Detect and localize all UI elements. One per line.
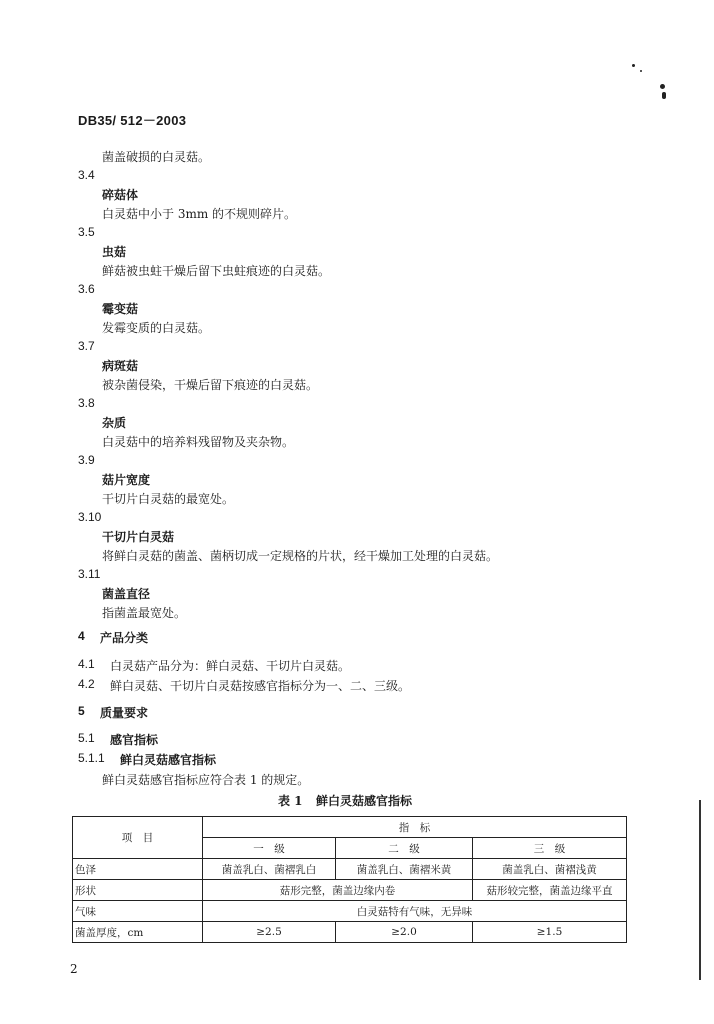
clause-number: 5.1 [78, 731, 95, 745]
def-term: 菌盖直径 [102, 587, 151, 601]
table-cell: 菌盖乳白、菌褶浅黄 [473, 859, 627, 880]
def-desc: 将鲜白灵菇的菌盖、菌柄切成一定规格的片状，经干燥加工处理的白灵菇。 [102, 549, 499, 563]
sensory-index-table [72, 816, 627, 943]
table-caption-title: 鲜白灵菇感官指标 [316, 794, 413, 808]
doc-code: DB35/ 512－2003 [78, 113, 187, 128]
table-cell: 菇形完整，菌盖边缘内卷 [203, 880, 473, 901]
def-number: 3.11 [78, 567, 101, 581]
def-number: 3.10 [78, 510, 102, 524]
clause-title: 鲜白灵菇感官指标 [120, 753, 217, 767]
section-number: 4 [78, 629, 85, 643]
def-term: 干切片白灵菇 [102, 530, 175, 544]
table-row [73, 880, 627, 901]
def-number: 3.6 [78, 282, 95, 296]
table-cell: 菌盖乳白、菌褶米黄 [336, 859, 473, 880]
def-desc: 被杂菌侵染，干燥后留下痕迹的白灵菇。 [102, 378, 319, 392]
section-number: 5 [78, 704, 85, 718]
def-term: 虫菇 [102, 245, 127, 259]
grade-header: 三 级 [473, 838, 627, 859]
table-cell: 菇形较完整，菌盖边缘平直 [473, 880, 627, 901]
def-desc: 发霉变质的白灵菇。 [102, 321, 211, 335]
table-header-row [73, 817, 627, 838]
clause-number: 4.1 [78, 657, 95, 671]
item-header: 项 目 [73, 817, 203, 859]
row-label: 菌盖厚度，cm [73, 922, 203, 943]
scan-speck [662, 92, 666, 99]
scan-speck [632, 64, 635, 67]
def-term: 碎菇体 [102, 188, 139, 202]
def-term: 霉变菇 [102, 302, 139, 316]
table-cell: ≥1.5 [473, 922, 627, 943]
index-header: 指 标 [203, 817, 627, 838]
table-row [73, 901, 627, 922]
continuation-text: 菌盖破损的白灵菇。 [102, 150, 211, 164]
def-number: 3.5 [78, 225, 95, 239]
table-cell: 菌盖乳白、菌褶乳白 [203, 859, 336, 880]
clause-note: 鲜白灵菇感官指标应符合表 1 的规定。 [102, 773, 310, 787]
section-title: 质量要求 [100, 706, 149, 720]
def-number: 3.7 [78, 339, 95, 353]
def-desc: 鲜菇被虫蛀干燥后留下虫蛀痕迹的白灵菇。 [102, 264, 331, 278]
table-cell: ≥2.5 [203, 922, 336, 943]
row-label: 气味 [73, 901, 203, 922]
table-row [73, 859, 627, 880]
def-number: 3.9 [78, 453, 95, 467]
row-label: 形状 [73, 880, 203, 901]
scan-speck [660, 84, 665, 89]
def-number: 3.8 [78, 396, 95, 410]
section-title: 产品分类 [100, 631, 149, 645]
def-desc: 指菌盖最宽处。 [102, 606, 187, 620]
clause-number: 4.2 [78, 677, 95, 691]
table-cell: ≥2.0 [336, 922, 473, 943]
table-cell: 白灵菇特有气味，无异味 [203, 901, 627, 922]
table-row [73, 922, 627, 943]
def-desc: 白灵菇中小于 3mm 的不规则碎片。 [102, 207, 297, 221]
def-desc: 白灵菇中的培养料残留物及夹杂物。 [102, 435, 295, 449]
clause-text: 鲜白灵菇、干切片白灵菇按感官指标分为一、二、三级。 [110, 679, 411, 693]
scan-speck [640, 70, 642, 72]
def-term: 杂质 [102, 416, 127, 430]
def-term: 病斑菇 [102, 359, 139, 373]
clause-text: 白灵菇产品分为：鲜白灵菇、干切片白灵菇。 [110, 659, 351, 673]
grade-header: 二 级 [336, 838, 473, 859]
page-number: 2 [70, 962, 78, 976]
scan-edge-shadow [699, 800, 701, 980]
clause-number: 5.1.1 [78, 751, 105, 765]
def-number: 3.4 [78, 168, 95, 182]
clause-title: 感官指标 [110, 733, 159, 747]
def-desc: 干切片白灵菇的最宽处。 [102, 492, 235, 506]
grade-header: 一 级 [203, 838, 336, 859]
table-caption-number: 表 1 [278, 794, 303, 808]
row-label: 色泽 [73, 859, 203, 880]
def-term: 菇片宽度 [102, 473, 151, 487]
